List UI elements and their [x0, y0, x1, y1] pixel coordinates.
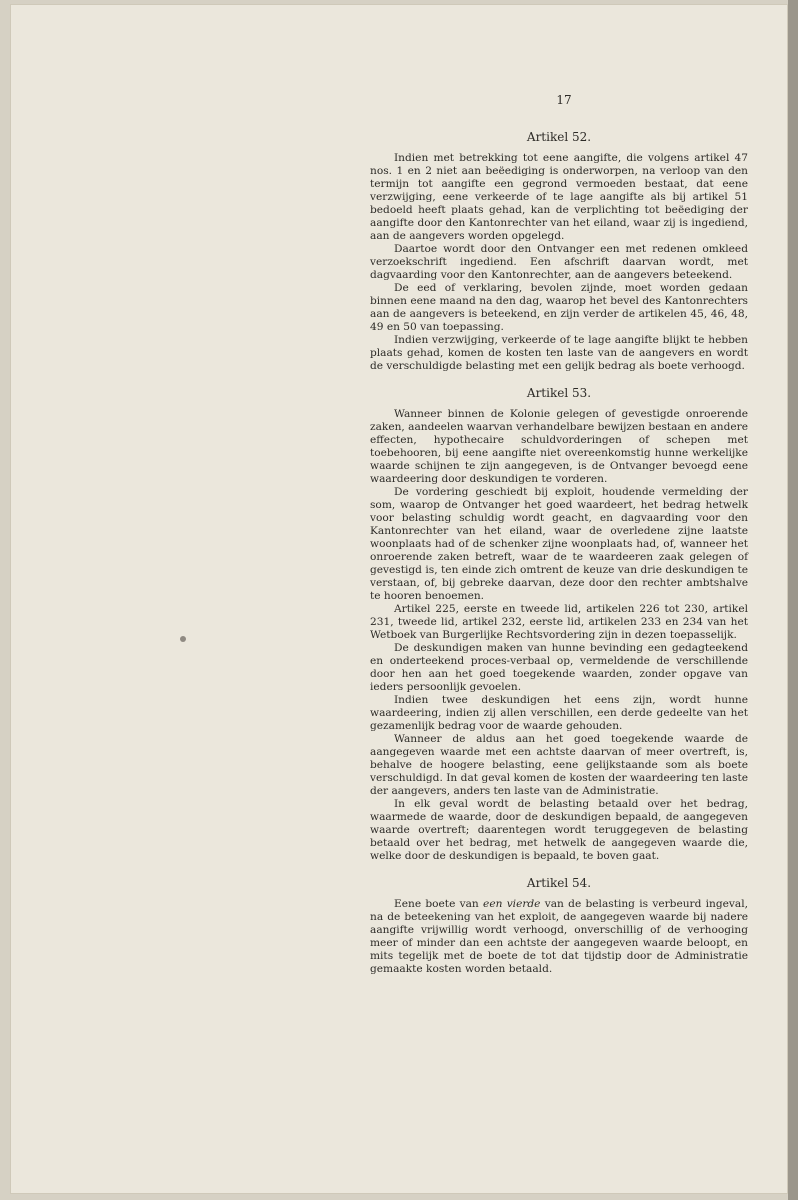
- article-heading: Artikel 53.: [526, 386, 592, 400]
- paragraph: Indien verzwijging, verkeerde of te lage aangifte blijkt te hebben plaats gehad, komen de kosten ten laste van de aangevers en wordt de verschuldigde belasting met een gelijk bedrag als boete verhoogd.: [370, 334, 748, 372]
- paragraph: De deskundigen maken van hunne bevinding een gedagteekend en onderteekend proces-verbaal op, vermeldende de verschillende door hen aan het goed toegekende waarden, zonder opgave van ieders persoonlijk gevoelen.: [370, 642, 748, 693]
- article-54: [370, 877, 748, 976]
- emphasis-text: een vierde: [483, 898, 541, 910]
- article-heading: Artikel 54.: [526, 876, 592, 890]
- paragraph: Wanneer binnen de Kolonie gelegen of gevestigde onroerende zaken, aandeelen waarvan verhandelbare bewijzen bestaan en andere effecten, hypothecaire schuldvorderingen of schepen met toebehooren, bij eene aangifte niet overeenkomstig hunne werkelijke waarde schijnen te zijn aangegeven, is de Ontvanger bevoegd eene waardeering door deskundigen te vorderen.: [370, 408, 748, 485]
- margin-mark: [180, 636, 186, 642]
- paragraph: Artikel 225, eerste en tweede lid, artikelen 226 tot 230, artikel 231, tweede lid, artikel 232, eerste lid, artikelen 233 en 234 van het Wetboek van Burgerlijke Rechtsvordering zijn in dezen toepasselijk.: [370, 603, 748, 641]
- paragraph: In elk geval wordt de belasting betaald over het bedrag, waarmede de waarde, door de deskundigen bepaald, de aangegeven waarde overtreft; daarentegen wordt teruggegeven de belasting betaald over het bedrag, met hetwelk de aangegeven waarde die, welke door de deskundigen is bepaald, te boven gaat.: [370, 798, 748, 862]
- paragraph: Wanneer de aldus aan het goed toegekende waarde de aangegeven waarde met een achtste daarvan of meer overtreft, is, behalve de hoogere belasting, eene gelijkstaande som als boete verschuldigd. In dat geval komen de kosten der waardeering ten laste der aangevers, anders ten laste van de Administratie.: [370, 733, 748, 797]
- article-heading: Artikel 52.: [526, 130, 592, 144]
- paragraph: Eene boete van een vierde van de belasting is verbeurd ingeval, na de beteekening van het exploit, de aangegeven waarde bij nadere aangifte vrijwillig wordt verhoogd, onverschillig of de verhooging meer of minder dan een achtste der aangegeven waarde beloopt, en mits tegelijk met de boete de tot dat tijdstip door de Administratie gemaakte kosten worden betaald.: [370, 898, 748, 975]
- article-52: [370, 131, 748, 373]
- page-number: 17: [556, 93, 572, 107]
- paragraph: Daartoe wordt door den Ontvanger een met redenen omkleed verzoekschrift ingediend. Een afschrift daarvan wordt, met dagvaarding voor den Kantonrechter, aan de aangevers beteekend.: [370, 243, 748, 281]
- paragraph: De vordering geschiedt bij exploit, houdende vermelding der som, waarop de Ontvanger het goed waardeert, het bedrag hetwelk voor belasting schuldig wordt geacht, en dagvaarding voor den Kantonrechter van het eiland, waar de overledene zijne laatste woonplaats had of de schenker zijne woonplaats had, of, wanneer het onroerende zaken betreft, waar de te waardeeren zaak gelegen of gevestigd is, ten einde zich omtrent de keuze van drie deskundigen te verstaan, of, bij gebreke daarvan, deze door den rechter ambtshalve te hooren benoemen.: [370, 486, 748, 602]
- paragraph: De eed of verklaring, bevolen zijnde, moet worden gedaan binnen eene maand na den dag, waarop het bevel des Kantonrechters aan de aangevers is beteekend, en zijn verder de artikelen 45, 46, 48, 49 en 50 van toepassing.: [370, 282, 748, 333]
- paragraph: Indien twee deskundigen het eens zijn, wordt hunne waardeering, indien zij allen verschillen, een derde gedeelte van het gezamenlijk bedrag voor de waarde gehouden.: [370, 694, 748, 732]
- paragraph: Indien met betrekking tot eene aangifte, die volgens artikel 47 nos. 1 en 2 niet aan beëediging is onderworpen, na verloop van den termijn tot aangifte een gegrond vermoeden bestaat, dat eene verzwijging, eene verkeerde of te lage aangifte als bij artikel 51 bedoeld heeft plaats gehad, kan de verplichting tot beëediging der aangifte door den Kantonrechter van het eiland, waar zij is ingediend, aan de aangevers worden opgelegd.: [370, 152, 748, 242]
- document-page: [10, 4, 788, 1194]
- page-edge: [788, 0, 798, 1200]
- page-content: [370, 94, 748, 990]
- article-53: [370, 387, 748, 863]
